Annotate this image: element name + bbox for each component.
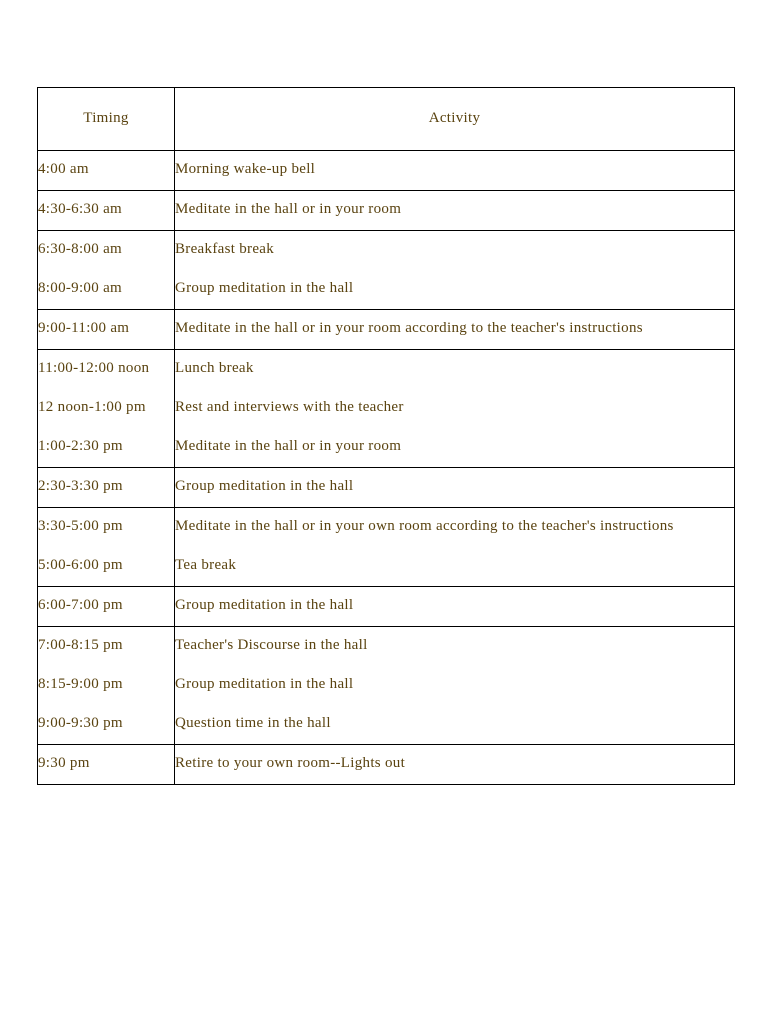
activity-text: Meditate in the hall or in your own room according to the teacher's instructions xyxy=(175,518,674,534)
timing-cell xyxy=(38,508,175,587)
time-text: 3:30-5:00 pm xyxy=(38,518,123,534)
table-row xyxy=(38,508,735,587)
activity-text: Meditate in the hall or in your room xyxy=(175,438,402,454)
timing-cell xyxy=(38,627,175,745)
activity-text: Group meditation in the hall xyxy=(175,478,354,494)
activity-cell xyxy=(175,350,735,468)
time-text: 5:00-6:00 pm xyxy=(38,557,123,573)
table-row xyxy=(38,745,735,785)
activity-text: Rest and interviews with the teacher xyxy=(175,399,404,415)
activity-cell xyxy=(175,231,735,310)
time-text: 9:00-9:30 pm xyxy=(38,715,123,731)
time-text: 4:00 am xyxy=(38,161,89,177)
time-text: 11:00-12:00 noon xyxy=(38,360,150,376)
timing-cell xyxy=(38,745,175,785)
activity-cell xyxy=(175,310,735,350)
activity-header: Activity xyxy=(175,88,735,151)
activity-text: Group meditation in the hall xyxy=(175,676,354,692)
time-text: 8:15-9:00 pm xyxy=(38,676,123,692)
table-row xyxy=(38,151,735,191)
timing-cell xyxy=(38,151,175,191)
activity-cell xyxy=(175,627,735,745)
activity-cell xyxy=(175,151,735,191)
activity-text: Morning wake-up bell xyxy=(175,161,316,177)
activity-cell xyxy=(175,745,735,785)
timing-cell xyxy=(38,191,175,231)
table-row xyxy=(38,587,735,627)
timing-cell xyxy=(38,468,175,508)
time-text: 12 noon-1:00 pm xyxy=(38,399,146,415)
schedule-table xyxy=(37,87,735,785)
activity-cell xyxy=(175,191,735,231)
timing-cell xyxy=(38,587,175,627)
activity-text: Retire to your own room--Lights out xyxy=(175,755,406,771)
timing-header: Timing xyxy=(38,88,175,151)
table-row xyxy=(38,468,735,508)
time-text: 8:00-9:00 am xyxy=(38,280,123,296)
timing-cell xyxy=(38,310,175,350)
header-row xyxy=(38,88,735,151)
activity-cell xyxy=(175,468,735,508)
activity-text: Question time in the hall xyxy=(175,715,331,731)
activity-text: Meditate in the hall or in your room according to the teacher's instructions xyxy=(175,320,643,336)
schedule-body xyxy=(38,151,735,785)
time-text: 9:30 pm xyxy=(38,755,90,771)
table-row xyxy=(38,350,735,468)
activity-text: Group meditation in the hall xyxy=(175,597,354,613)
table-row xyxy=(38,310,735,350)
timing-cell xyxy=(38,350,175,468)
activity-text: Meditate in the hall or in your room xyxy=(175,201,402,217)
activity-cell xyxy=(175,508,735,587)
activity-text: Lunch break xyxy=(175,360,254,376)
table-row xyxy=(38,191,735,231)
table-row xyxy=(38,231,735,310)
table-row xyxy=(38,627,735,745)
activity-text: Teacher's Discourse in the hall xyxy=(175,637,368,653)
time-text: 2:30-3:30 pm xyxy=(38,478,123,494)
time-text: 1:00-2:30 pm xyxy=(38,438,123,454)
activity-text: Group meditation in the hall xyxy=(175,280,354,296)
timing-cell xyxy=(38,231,175,310)
activity-cell xyxy=(175,587,735,627)
activity-text: Breakfast break xyxy=(175,241,275,257)
time-text: 9:00-11:00 am xyxy=(38,320,130,336)
time-text: 4:30-6:30 am xyxy=(38,201,123,217)
time-text: 6:30-8:00 am xyxy=(38,241,123,257)
time-text: 7:00-8:15 pm xyxy=(38,637,123,653)
time-text: 6:00-7:00 pm xyxy=(38,597,123,613)
activity-text: Tea break xyxy=(175,557,237,573)
